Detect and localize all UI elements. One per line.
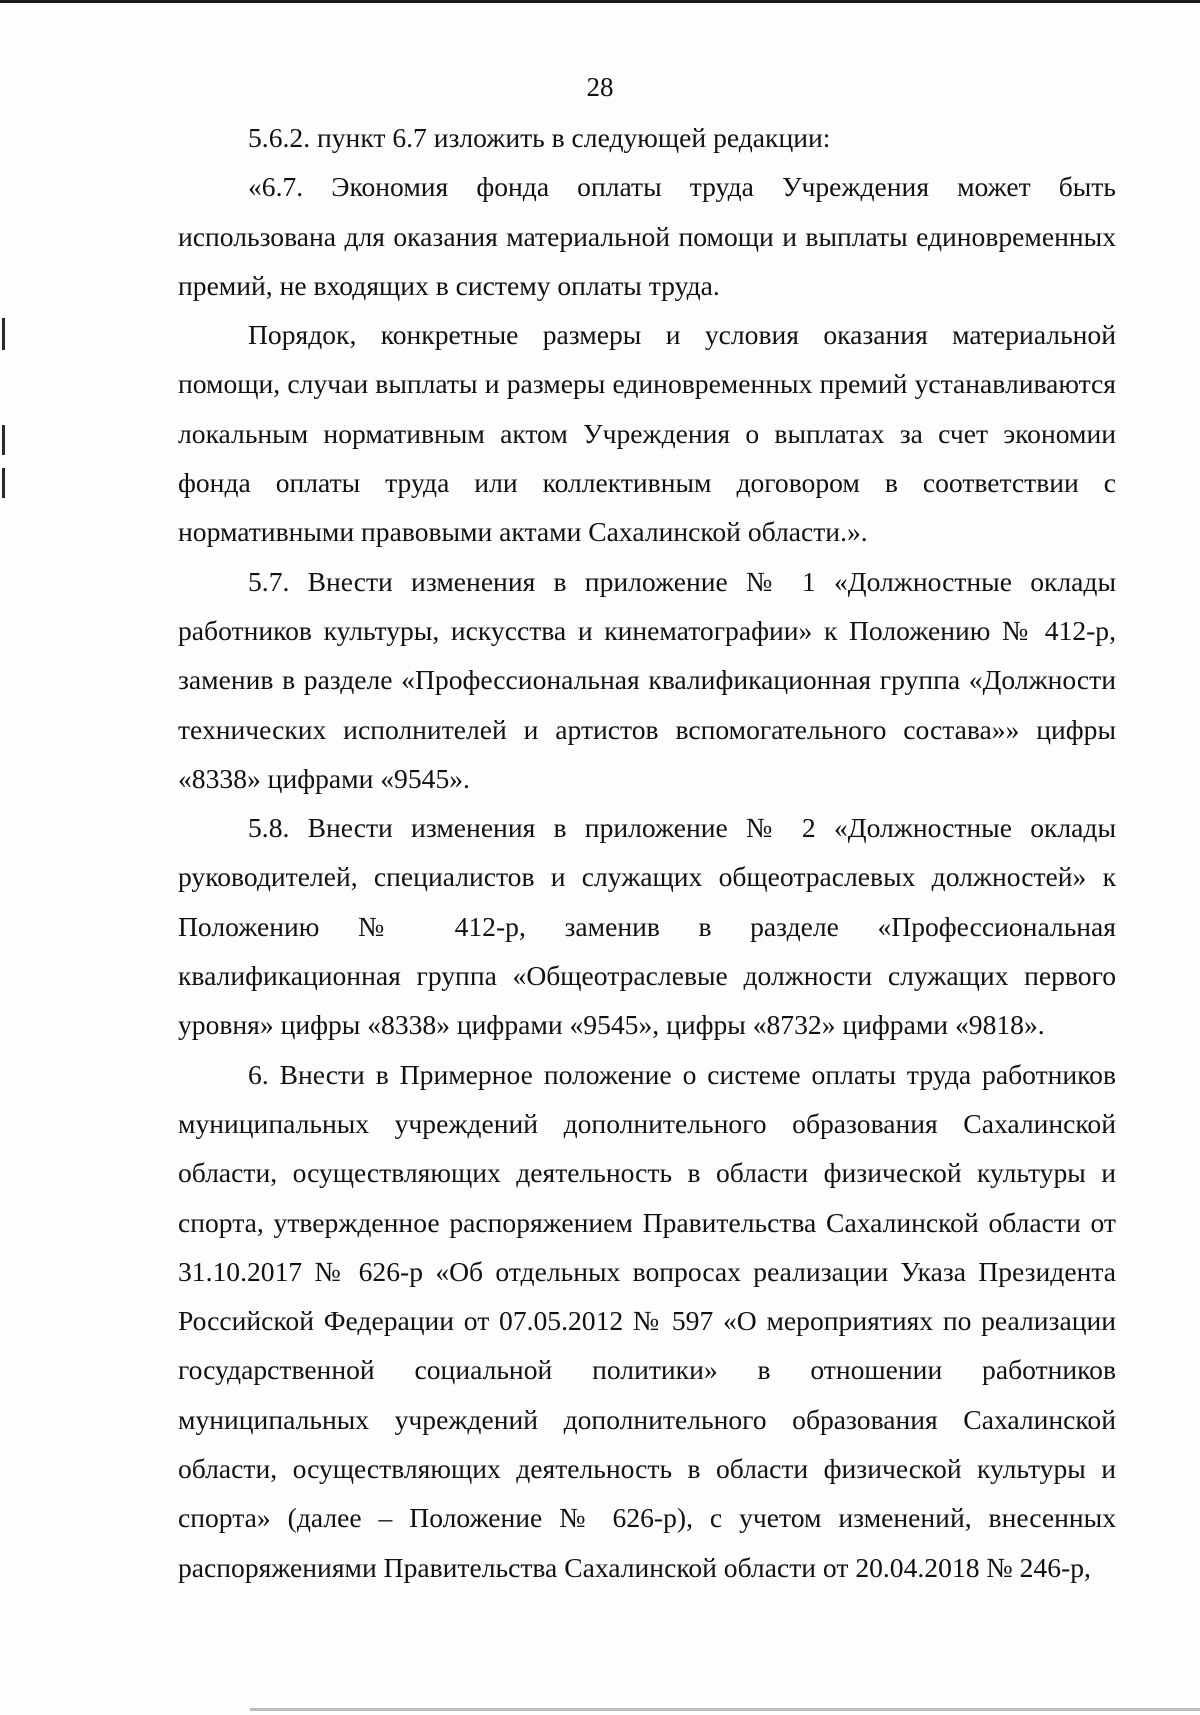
scan-margin-mark bbox=[2, 468, 5, 498]
paragraph-6: 6. Внести в Примерное положение о системе оплаты труда работников муниципальных учреждений дополнительного образования Сахалинской области, осуществляющих деятельность в области физической культуры и спорта, утвержденное распоряжением Правительства Сахалинской области от 31.10.2017 № 626-р «Об отдельных вопросах реализации Указа Президента Российской Федерации от 07.05.2012 № 597 «О мероприятиях по реализации государственной социальной политики» в отношении работников муниципальных учреждений дополнительного образования Сахалинской области, осуществляющих деятельность в области физической культуры и спорта» (далее – Положение № 626-р), с учетом изменений, внесенных распоряжениями Правительства Сахалинской области от 20.04.2018 № 246-р, bbox=[178, 1058, 1116, 1583]
scan-margin-mark bbox=[2, 425, 5, 455]
scan-margin-mark bbox=[2, 318, 5, 350]
paragraph-6-7: «6.7. Экономия фонда оплаты труда Учреждения может быть использована для оказания материальной помощи и выплаты единовременных премий, не входящих в систему оплаты труда. bbox=[178, 171, 1116, 301]
scan-bottom-edge bbox=[250, 1708, 1200, 1711]
scan-top-edge bbox=[0, 0, 1200, 3]
paragraph-5-7: 5.7. Внести изменения в приложение № 1 «Должностные оклады работников культуры, искусства и кинематографии» к Положению № 412-р, заменив в разделе «Профессиональная квалификационная группа «Должности технических исполнителей и артистов вспомогательного состава»» цифры «8338» цифрами «9545». bbox=[178, 565, 1116, 794]
paragraph-poryadok: Порядок, конкретные размеры и условия оказания материальной помощи, случаи выплаты и размеры единовременных премий устанавливаются локальным нормативным актом Учреждения о выплатах за счет экономии фонда оплаты труда или коллективным договором в соответствии с нормативными правовыми актами Сахалинской области.». bbox=[178, 319, 1116, 548]
paragraph-5-8: 5.8. Внести изменения в приложение № 2 «Должностные оклады руководителей, специалистов и служащих общеотраслевых должностей» к Положению № 412-р, заменив в разделе «Профессиональная квалификационная группа «Общеотраслевые должности служащих первого уровня» цифры «8338» цифрами «9545», цифры «8732» цифрами «9818». bbox=[178, 812, 1116, 1041]
page-number: 28 bbox=[586, 72, 614, 102]
document-body bbox=[178, 113, 1116, 1592]
paragraph-5-6-2: 5.6.2. пункт 6.7 изложить в следующей редакции: bbox=[248, 122, 831, 153]
